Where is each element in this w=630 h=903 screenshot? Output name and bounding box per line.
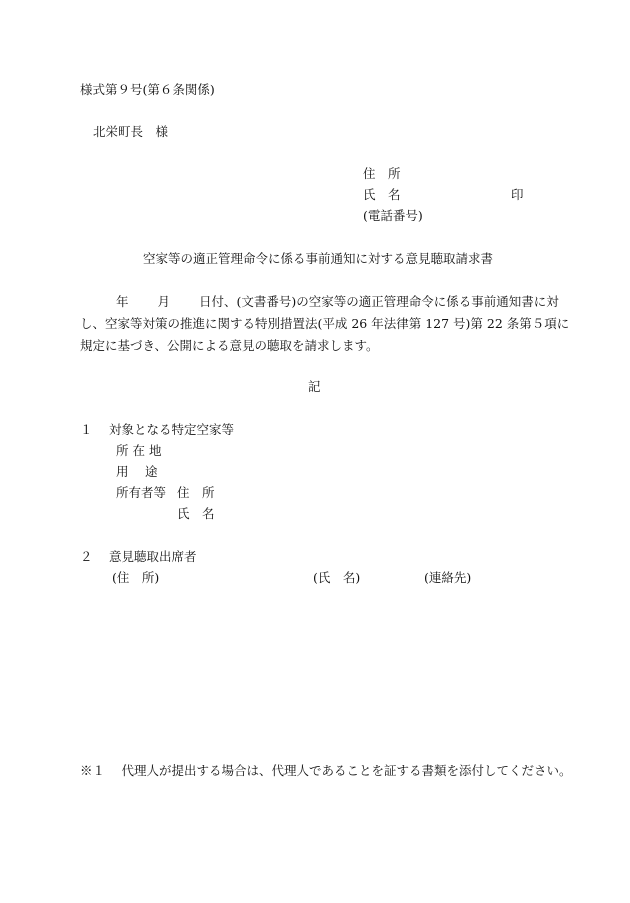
form-number: 様式第９号(第６条関係) — [80, 82, 215, 97]
attendee-contact-label: (連絡先) — [424, 570, 472, 585]
owner-address-label: 住 所 — [177, 485, 215, 500]
section-2-heading: ２ 意見聴取出席者 — [80, 549, 197, 564]
owner-name-label: 氏 名 — [177, 506, 215, 521]
addressee: 北栄町長 様 — [93, 124, 169, 139]
attendee-name-label: (氏 名) — [313, 570, 361, 585]
footnote: ※１ 代理人が提出する場合は、代理人であることを証する書類を添付してください。 — [80, 763, 572, 778]
seal-mark: 印 — [511, 187, 524, 202]
body-line-2: し、空家等対策の推進に関する特別措置法(平成 26 年法律第 127 号)第 22 条第５項に — [80, 316, 570, 331]
owner-label: 所有者等 — [116, 485, 167, 500]
body-line-3: 規定に基づき、公開による意見の聴取を請求します。 — [80, 338, 379, 353]
applicant-name-label: 氏 名 — [363, 187, 401, 202]
document-title: 空家等の適正管理命令に係る事前通知に対する意見聴取請求書 — [143, 251, 494, 266]
property-location-label: 所 在 地 — [116, 443, 162, 458]
body-line-1: 年 月 日付、(文書番号)の空家等の適正管理命令に係る事前通知書に対 — [116, 294, 559, 309]
ki-heading: 記 — [308, 379, 321, 394]
section-1-heading: １ 対象となる特定空家等 — [80, 422, 234, 437]
attendee-address-label: (住 所) — [112, 570, 160, 585]
applicant-address-label: 住 所 — [363, 166, 401, 181]
property-usage-label: 用 途 — [116, 464, 158, 479]
applicant-phone-label: (電話番号) — [363, 208, 423, 223]
